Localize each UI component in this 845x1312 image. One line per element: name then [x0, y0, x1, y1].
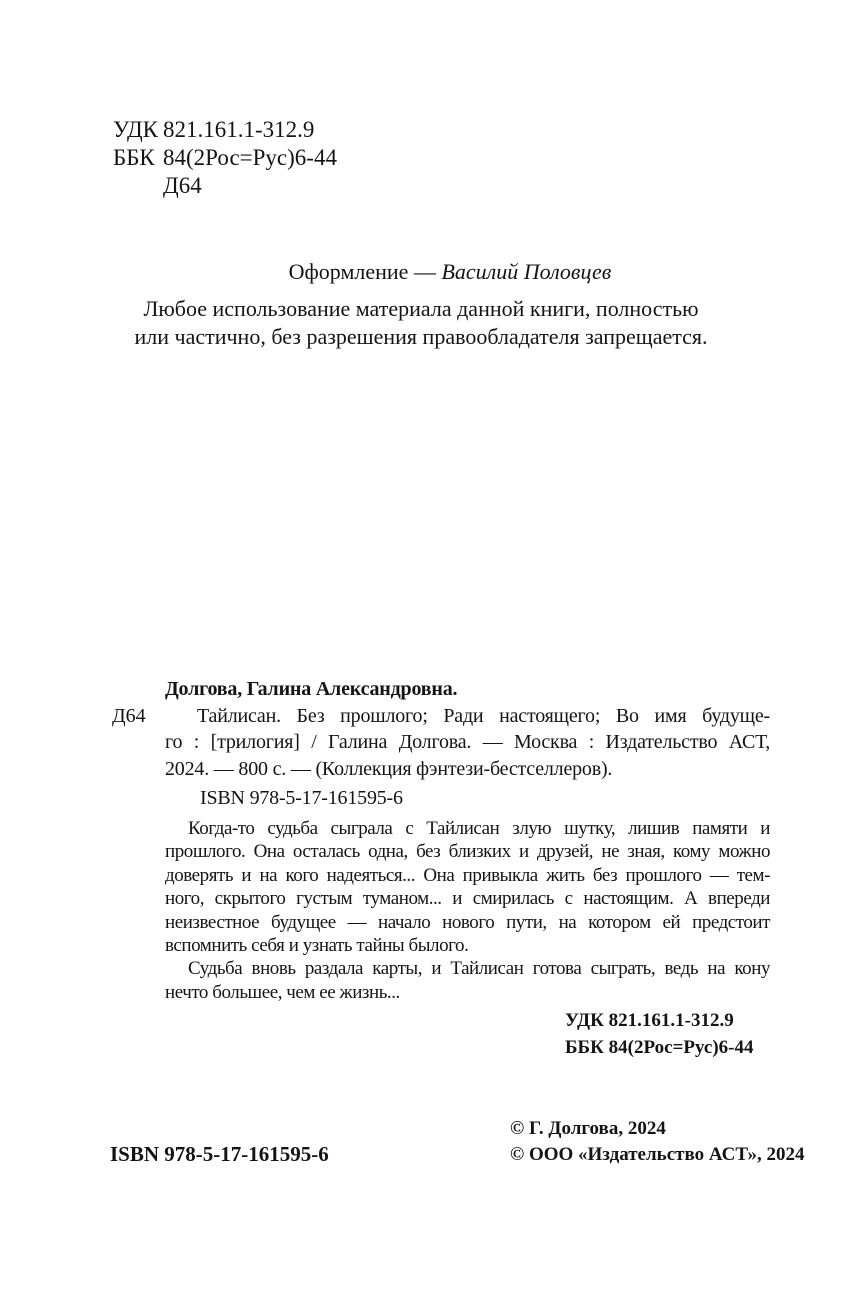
classification-codes-bottom: [565, 1007, 753, 1061]
bib-description-line: 2024. — 800 с. — (Коллекция фэнтези-бестселлеров).: [165, 757, 613, 780]
copyright-publisher: © ООО «Издательство АСТ», 2024: [510, 1144, 805, 1165]
bib-description-line: Тайлисан. Без прошлого; Ради настоящего; Во имя будуще-: [197, 704, 770, 727]
author-code: Д64: [163, 173, 202, 198]
rights-notice-line: или частично, без разрешения правообладателя запрещается.: [134, 323, 708, 349]
bib-isbn: ISBN 978-5-17-161595-6: [200, 787, 403, 809]
udk-label: УДК: [113, 117, 158, 142]
author-code-spacer: [113, 172, 163, 200]
designer-name: Василий Половцев: [441, 259, 612, 284]
annotation-line: Когда-то судьба сыграла с Тайлисан злую шутку, лишив памяти и: [188, 818, 770, 839]
bbk-label: ББК: [113, 145, 155, 170]
annotation-line: доверять и на кого надеяться... Она привыкла жить без прошлого — тем-: [165, 864, 770, 886]
footer-isbn: ISBN 978-5-17-161595-6: [110, 1142, 329, 1166]
design-credit-prefix: Оформление —: [288, 259, 442, 284]
bib-description-line: го : [трилогия] / Галина Долгова. — Москва : Издательство АСТ,: [165, 731, 770, 753]
annotation-line: прошлого. Она осталась одна, без близких и друзей, не зная, кому можно: [165, 841, 770, 863]
annotation-line: Судьба вновь раздала карты, и Тайлисан готова сыграть, ведь на кону: [188, 958, 770, 980]
annotation-line: нечто большее, чем ее жизнь...: [165, 981, 400, 1003]
bbk-row: [113, 144, 337, 172]
bbk-value: 84(2Рос=Рус)6-44: [163, 145, 337, 170]
copyright-block: [510, 1116, 805, 1168]
rights-notice-line: Любое использование материала данной книги, полностью: [143, 296, 699, 321]
bib-author-heading: Долгова, Галина Александровна.: [165, 678, 458, 700]
author-code-row: [113, 172, 337, 200]
annotation-line: ного, скрытого густым туманом... и смирилась с настоящим. А впереди: [165, 888, 770, 910]
bbk-code-bottom: ББК 84(2Рос=Рус)6-44: [565, 1037, 754, 1058]
bibliographic-record: [112, 676, 770, 812]
rights-notice: [134, 295, 707, 350]
udk-value: 821.161.1-312.9: [163, 117, 315, 142]
udk-row: [113, 116, 337, 144]
classification-codes-top: [113, 116, 337, 200]
udk-code-bottom: УДК 821.161.1-312.9: [565, 1010, 734, 1031]
bib-author-code: Д64: [112, 704, 146, 727]
copyright-author: © Г. Долгова, 2024: [510, 1118, 666, 1139]
design-credit: [289, 258, 612, 286]
annotation-line: неизвестное будущее — начало нового пути, на котором ей предстоит: [165, 911, 770, 933]
annotation: [165, 817, 770, 1004]
annotation-line: вспомнить себя и узнать тайны былого.: [165, 935, 469, 957]
